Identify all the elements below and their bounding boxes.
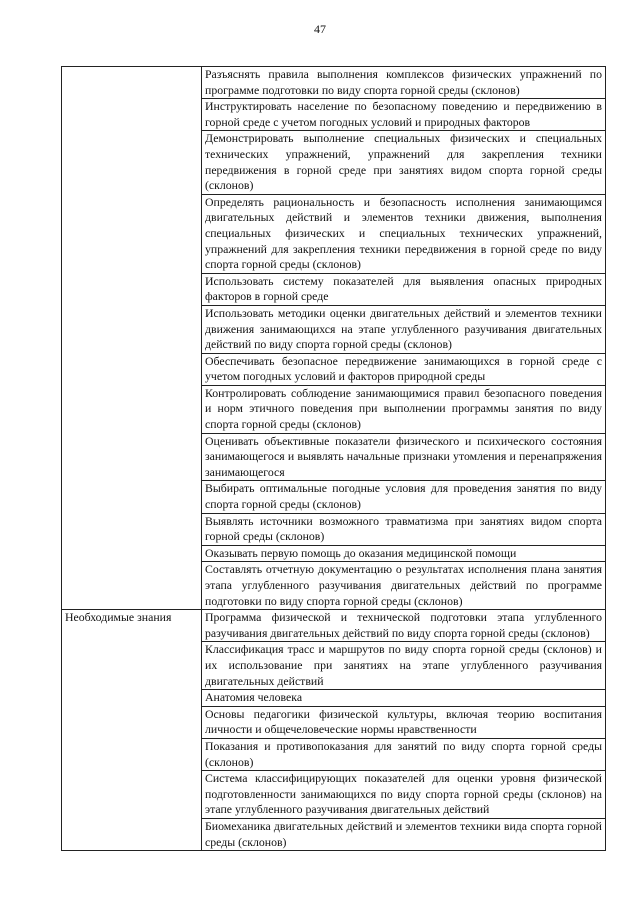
requirement-item: Выбирать оптимальные погодные условия для проведения занятия по виду спорта горной среды (склонов) — [202, 481, 606, 513]
table-row — [62, 67, 606, 99]
requirement-item: Использовать систему показателей для выявления опасных природных факторов в горной среде — [202, 273, 606, 305]
requirement-item: Анатомия человека — [202, 690, 606, 707]
requirement-item: Использовать методики оценки двигательных действий и элементов техники движения занимающихся на этапе углубленного разучивания двигательных действий по виду спорта горной среды (склонов) — [202, 305, 606, 353]
requirement-item: Система классифицирующих показателей для оценки уровня физической подготовленности занимающихся по виду спорта горной среды (склонов) на этапе углубленного разучивания двигательных действий — [202, 771, 606, 819]
requirement-item: Выявлять источники возможного травматизма при занятиях видом спорта горной среды (склонов) — [202, 513, 606, 545]
requirement-item: Инструктировать население по безопасному поведению и передвижению в горной среде с учетом погодных условий и природных факторов — [202, 99, 606, 131]
requirement-item: Контролировать соблюдение занимающимися правил безопасного поведения и норм этичного поведения при выполнении программы занятия по виду спорта горной среды (склонов) — [202, 385, 606, 433]
section-label — [62, 67, 202, 610]
page-number: 47 — [314, 22, 326, 36]
requirement-item: Классификация трасс и маршрутов по виду спорта горной среды (склонов) и их использование при занятиях на этапе углубленного разучивания двигательных действий — [202, 642, 606, 690]
requirement-item: Показания и противопоказания для занятий по виду спорта горной среды (склонов) — [202, 738, 606, 770]
requirement-item: Оказывать первую помощь до оказания медицинской помощи — [202, 545, 606, 562]
requirement-item: Обеспечивать безопасное передвижение занимающихся в горной среде с учетом погодных условий и факторов природной среды — [202, 353, 606, 385]
requirement-item: Программа физической и технической подготовки этапа углубленного разучивания двигательных действий по виду спорта горной среды (склонов) — [202, 610, 606, 642]
requirement-item: Основы педагогики физической культуры, включая теорию воспитания личности и общечеловеческие нормы нравственности — [202, 706, 606, 738]
section-label: Необходимые знания — [62, 610, 202, 851]
requirement-item: Составлять отчетную документацию о результатах исполнения плана занятия этапа углубленного разучивания двигательных действий по программе подготовки по виду спорта горной среды (склонов) — [202, 562, 606, 610]
table-row — [62, 610, 606, 642]
requirement-item: Демонстрировать выполнение специальных физических и специальных технических упражнений, упражнений для закрепления техники передвижения в горной среде при занятиях видом спорта горной среды (склонов) — [202, 131, 606, 194]
requirement-item: Биомеханика двигательных действий и элементов техники вида спорта горной среды (склонов) — [202, 818, 606, 850]
requirement-item: Определять рациональность и безопасность исполнения занимающимся двигательных действий и элементов техники движения, выполнения специальных физических и специальных технических упражнений, упражнений для закрепления техники передвижения в горной среде по виду спорта горной среды (склонов) — [202, 194, 606, 273]
requirements-table — [61, 66, 606, 851]
requirement-item: Разъяснять правила выполнения комплексов физических упражнений по программе подготовки по виду спорта горной среды (склонов) — [202, 67, 606, 99]
requirement-item: Оценивать объективные показатели физического и психического состояния занимающегося и выявлять начальные признаки утомления и перенапряжения занимающегося — [202, 433, 606, 481]
